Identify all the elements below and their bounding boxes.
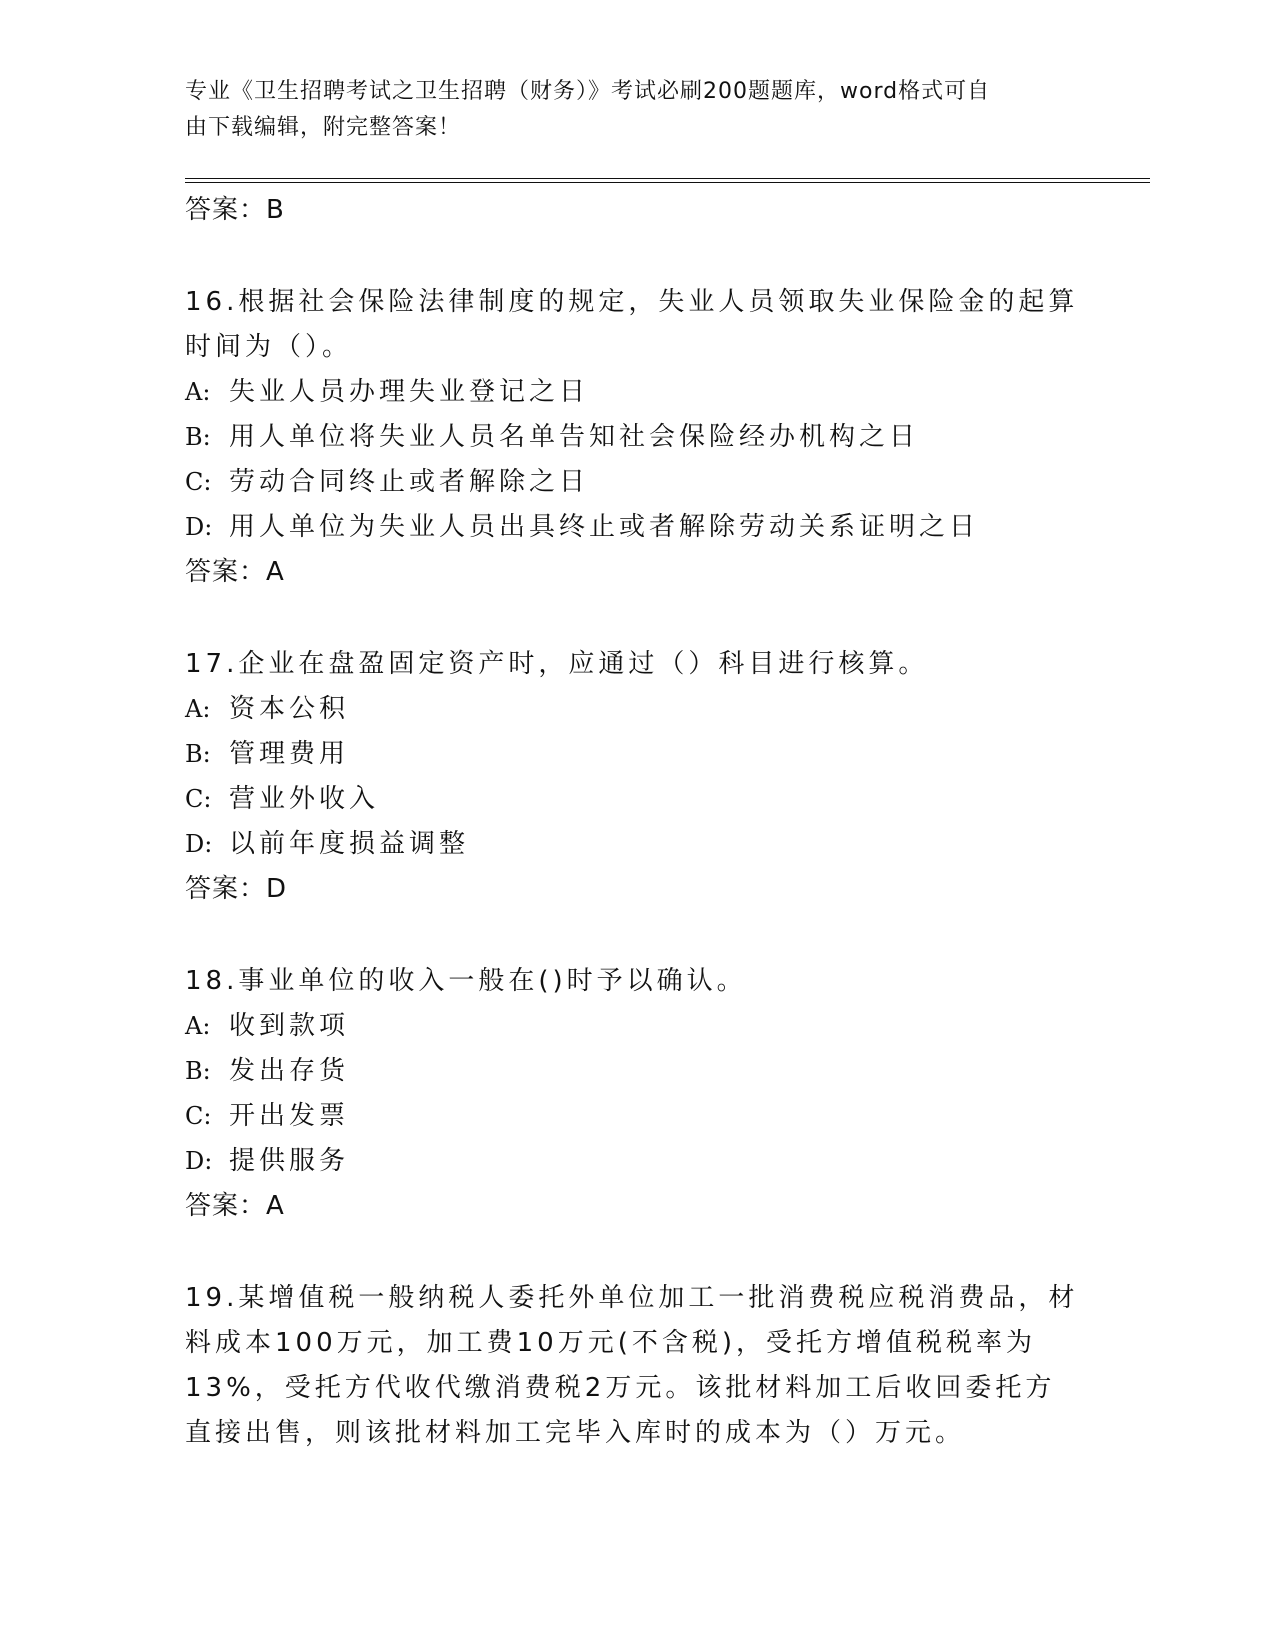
question-16 [185, 280, 1085, 594]
option-text: 用人单位为失业人员出具终止或者解除劳动关系证明之日 [229, 512, 980, 542]
option-c [185, 777, 1085, 822]
option-a [185, 687, 1085, 732]
option-letter: C: [185, 785, 212, 813]
answer-prev: 答案：B [185, 195, 285, 225]
option-text: 以前年度损益调整 [229, 829, 470, 859]
option-text: 资本公积 [229, 694, 350, 724]
answer: 答案：A [185, 1191, 285, 1221]
option-letter: A: [185, 695, 211, 723]
option-d [185, 822, 1085, 867]
document-body [185, 188, 1085, 1456]
option-b [185, 1049, 1085, 1094]
option-text: 劳动合同终止或者解除之日 [229, 467, 590, 497]
option-text: 用人单位将失业人员名单告知社会保险经办机构之日 [229, 422, 920, 452]
option-letter: C: [185, 1102, 212, 1130]
option-text: 提供服务 [229, 1146, 350, 1176]
answer: 答案：A [185, 557, 285, 587]
option-text: 发出存货 [229, 1056, 350, 1086]
option-d [185, 505, 1085, 550]
option-a [185, 1004, 1085, 1049]
option-letter: D: [185, 830, 213, 858]
option-letter: D: [185, 1147, 213, 1175]
answer: 答案：D [185, 874, 288, 904]
option-text: 管理费用 [229, 739, 350, 769]
option-letter: D: [185, 513, 213, 541]
question-stem: 19.某增值税一般纳税人委托外单位加工一批消费税应税消费品，材料成本100万元，加工费10万元(不含税)，受托方增值税税率为13%，受托方代收代缴消费税2万元。该批材料加工后收回委托方直接出售，则该批材料加工完毕入库时的成本为（）万元。 [185, 1283, 1079, 1448]
option-b [185, 732, 1085, 777]
header-line-1: 专业《卫生招聘考试之卫生招聘（财务）》考试必刷200题题库，word格式可自 [185, 79, 991, 104]
option-text: 收到款项 [229, 1011, 350, 1041]
question-19 [185, 1276, 1085, 1456]
option-b [185, 415, 1085, 460]
option-c [185, 460, 1085, 505]
option-letter: A: [185, 1012, 211, 1040]
option-letter: B: [185, 1057, 211, 1085]
header-line-2: 由下载编辑，附完整答案！ [185, 115, 462, 140]
header-divider [185, 178, 1150, 183]
option-d [185, 1139, 1085, 1184]
option-text: 营业外收入 [229, 784, 380, 814]
option-letter: C: [185, 468, 212, 496]
question-stem: 18.事业单位的收入一般在()时予以确认。 [185, 966, 747, 996]
option-letter: A: [185, 378, 211, 406]
question-stem: 17.企业在盘盈固定资产时，应通过（）科目进行核算。 [185, 649, 929, 679]
option-a [185, 370, 1085, 415]
option-letter: B: [185, 740, 211, 768]
question-18 [185, 959, 1085, 1228]
option-text: 失业人员办理失业登记之日 [229, 377, 590, 407]
question-17 [185, 642, 1085, 911]
option-letter: B: [185, 423, 211, 451]
option-c [185, 1094, 1085, 1139]
option-text: 开出发票 [229, 1101, 350, 1131]
question-stem: 16.根据社会保险法律制度的规定，失业人员领取失业保险金的起算时间为（）。 [185, 287, 1079, 362]
page-header [185, 74, 1085, 146]
